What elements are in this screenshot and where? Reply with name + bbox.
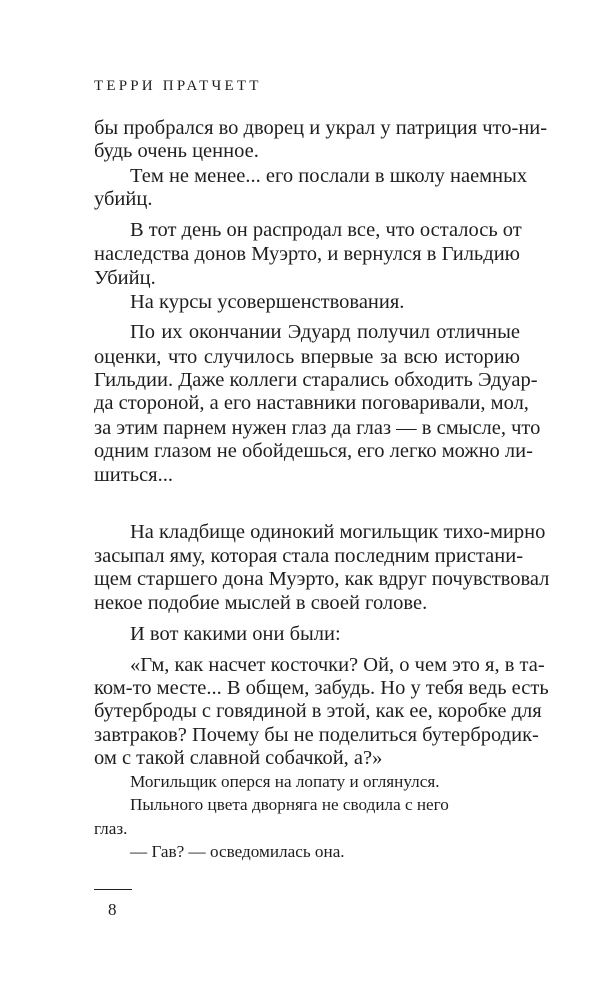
text-line: бутерброды с говядиной в этой, как ее, коробке для <box>94 700 542 723</box>
text-line: да стороной, а его наставники поговаривали, мол, <box>94 392 529 415</box>
page-number: 8 <box>108 900 117 919</box>
text-line: Пыльного цвета дворняга не сводила с него <box>130 795 449 815</box>
text-line: наследства донов Муэрто, и вернулся в Гильдию <box>94 243 520 266</box>
text-line: По их окончании Эдуард получил отличные <box>130 321 520 344</box>
text-line: щем старшего дона Муэрто, как вдруг почувствовал <box>94 568 550 591</box>
text-line: глаз. <box>94 818 128 838</box>
text-line: Убийц. <box>94 266 156 289</box>
text-line: Тем не менее... его послали в школу наемных <box>130 164 528 187</box>
text-line: На кладбище одинокий могильщик тихо-мирно <box>130 521 546 544</box>
text-line: ком-то месте... В общем, забудь. Но у тебя ведь есть <box>94 677 549 700</box>
text-line: На курсы усовершенствования. <box>130 291 405 314</box>
text-line: бы пробрался во дворец и украл у патриция что-ни- <box>94 117 548 139</box>
text-line: засыпал яму, которая стала последним пристани- <box>94 544 524 567</box>
text-line: — Гав? — осведомилась она. <box>130 842 345 862</box>
text-line: убийц. <box>94 188 153 211</box>
text-line: за этим парнем нужен глаз да глаз — в смысле, что <box>94 416 541 439</box>
text-line: «Гм, как насчет косточки? Ой, о чем это я, в та- <box>130 653 545 676</box>
text-line: завтраков? Почему бы не поделиться бутербродик- <box>94 723 539 746</box>
text-line: одним глазом не обойдешься, его легко можно ли- <box>94 440 533 463</box>
text-line: ом с такой славной собачкой, а?» <box>94 747 383 770</box>
text-line: Могильщик оперся на лопату и оглянулся. <box>130 771 440 791</box>
running-header: ТЕРРИ ПРАТЧЕТТ <box>94 78 262 94</box>
text-line: некое подобие мыслей в своей голове. <box>94 591 428 614</box>
text-line: Гильдии. Даже коллеги старались обходить Эдуар- <box>94 368 538 391</box>
text-line: будь очень ценное. <box>94 140 259 163</box>
footer-rule <box>94 889 132 890</box>
text-line: шиться... <box>94 463 173 486</box>
text-line: И вот какими они были: <box>130 622 341 645</box>
text-line: В тот день он распродал все, что осталось от <box>130 219 522 242</box>
text-line: оценки, что случилось впервые за всю историю <box>94 345 520 368</box>
